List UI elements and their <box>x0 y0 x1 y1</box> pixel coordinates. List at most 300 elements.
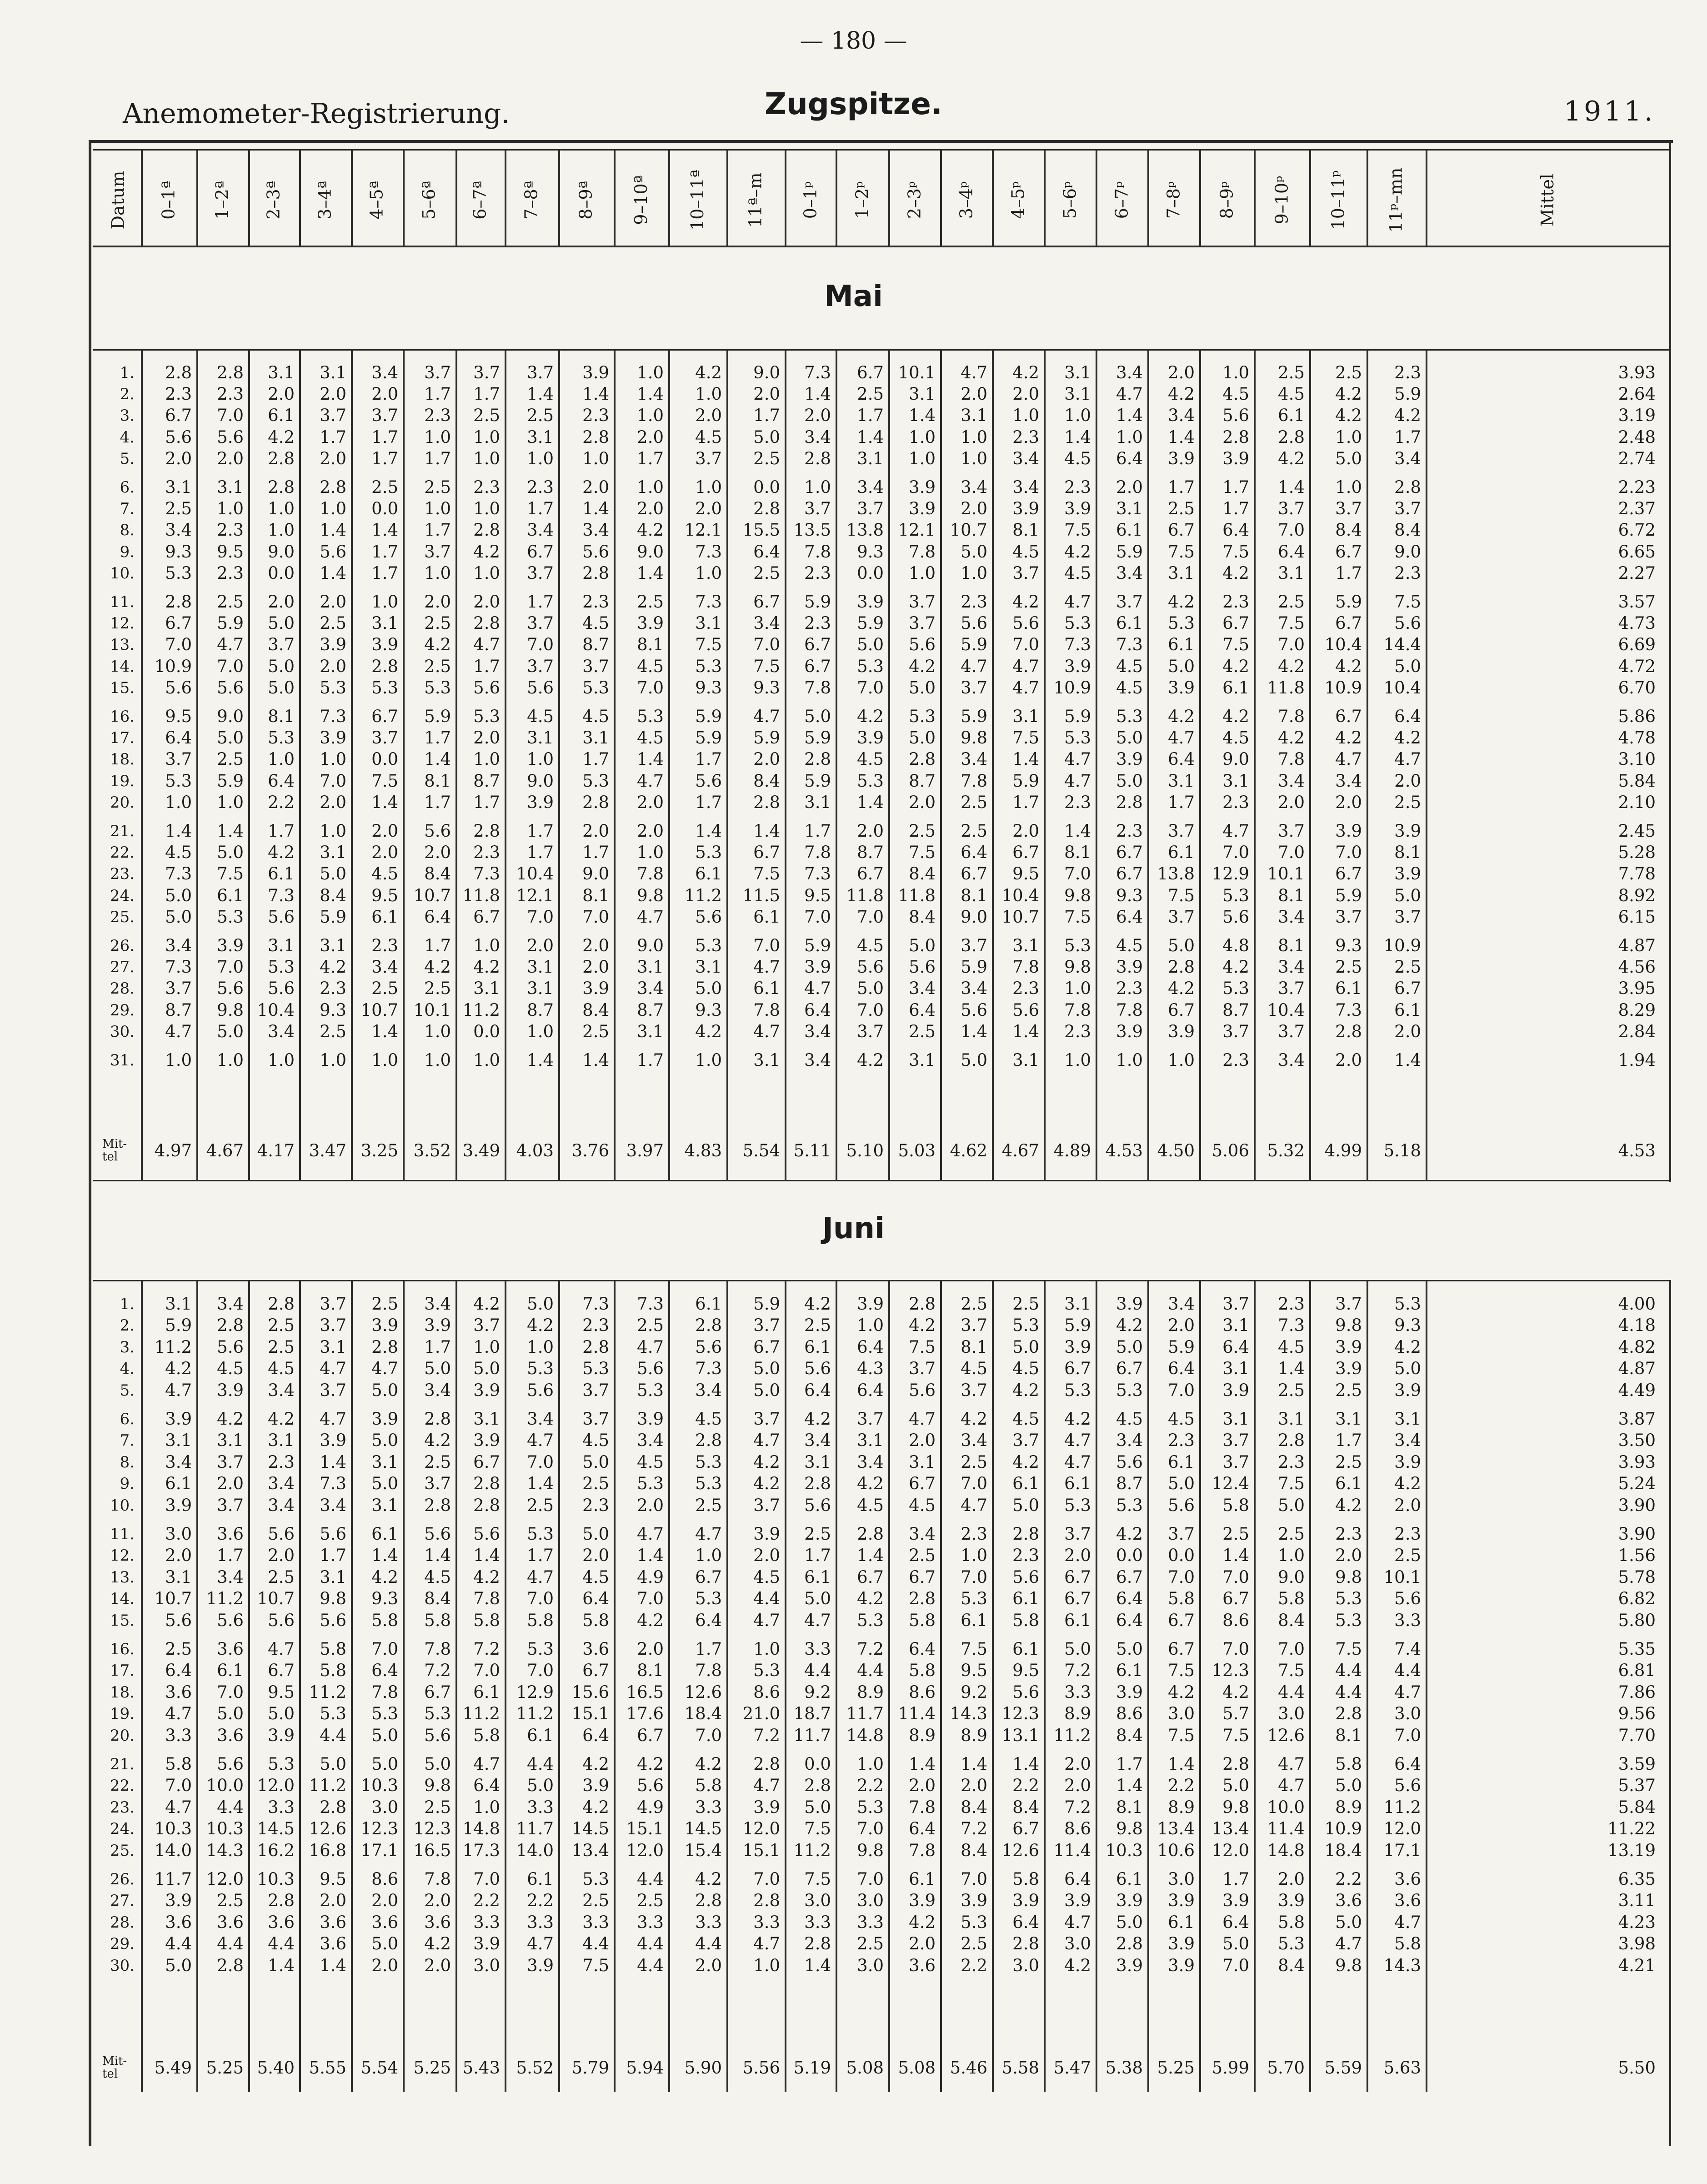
hourly-value-cell: 6.4 <box>1012 1913 1039 1932</box>
hourly-value-cell: 2.3 <box>961 1524 987 1544</box>
hourly-value-cell: 5.3 <box>961 1913 987 1932</box>
hourly-value-cell: 5.0 <box>1394 1359 1421 1378</box>
hourly-value-cell: 9.3 <box>1116 886 1143 905</box>
hourly-value-cell: 6.7 <box>473 1452 500 1472</box>
hourly-value-cell: 12.0 <box>257 1776 295 1795</box>
hourly-value-cell: 14.3 <box>950 1704 987 1723</box>
hourly-value-cell: 5.0 <box>424 1359 451 1378</box>
hourly-value-cell: 10.7 <box>360 1000 398 1020</box>
hourly-value-cell: 7.0 <box>695 1726 722 1745</box>
hourly-value-cell: 2.0 <box>1394 1022 1421 1041</box>
row-rule <box>89 140 1673 143</box>
hourly-value-cell: 4.5 <box>268 1359 295 1378</box>
hourly-value-cell: 10.3 <box>154 1819 192 1838</box>
hourly-value-cell: 10.1 <box>1383 1567 1421 1587</box>
daily-mean-cell: 5.80 <box>1618 1611 1656 1630</box>
overall-mean-cell: 4.53 <box>1618 1141 1656 1160</box>
daily-mean-cell: 13.19 <box>1607 1841 1656 1860</box>
hourly-value-cell: 7.0 <box>1168 1567 1195 1587</box>
hourly-value-cell: 5.0 <box>1012 1337 1039 1357</box>
hourly-value-cell: 5.6 <box>320 1611 346 1630</box>
hourly-value-cell: 5.0 <box>1168 1474 1195 1493</box>
hourly-value-cell: 2.3 <box>1116 979 1143 998</box>
hourly-value-cell: 2.3 <box>217 563 244 583</box>
hourly-value-cell: 3.1 <box>1222 771 1249 791</box>
hourly-value-cell: 2.5 <box>909 1546 936 1565</box>
hourly-value-cell: 14.3 <box>1383 1956 1421 1975</box>
col-header-hour <box>614 155 668 246</box>
hourly-value-cell: 3.1 <box>527 427 554 447</box>
col-header-label: 2–3ᵖ <box>904 181 924 219</box>
hourly-value-cell: 11.2 <box>793 1841 831 1860</box>
hourly-value-cell: 3.1 <box>371 1496 398 1515</box>
hourly-mean-cell: 5.38 <box>1105 2058 1143 2078</box>
hourly-value-cell: 8.4 <box>909 864 936 884</box>
hourly-value-cell: 2.5 <box>217 749 244 769</box>
hourly-value-cell: 1.7 <box>371 542 398 562</box>
hourly-value-cell: 5.0 <box>165 1956 192 1975</box>
hourly-value-cell: 3.3 <box>695 1913 722 1932</box>
hourly-value-cell: 3.9 <box>1394 864 1421 884</box>
hourly-value-cell: 9.3 <box>320 1000 346 1020</box>
hourly-value-cell: 4.7 <box>637 1524 664 1544</box>
hourly-value-cell: 3.7 <box>961 1315 987 1335</box>
hourly-value-cell: 4.5 <box>857 1496 884 1515</box>
hourly-value-cell: 4.2 <box>473 957 500 977</box>
hourly-value-cell: 3.7 <box>857 499 884 518</box>
hourly-value-cell: 9.0 <box>753 363 780 382</box>
hourly-value-cell: 5.0 <box>1116 1639 1143 1659</box>
hourly-value-cell: 9.2 <box>804 1682 831 1702</box>
col-header-hour <box>785 155 836 246</box>
hourly-value-cell: 10.4 <box>1001 886 1039 905</box>
row-date: 2. <box>120 385 135 403</box>
hourly-value-cell: 7.8 <box>1064 1000 1091 1020</box>
hourly-value-cell: 5.3 <box>637 707 664 726</box>
hourly-value-cell: 4.2 <box>1222 707 1249 726</box>
hourly-value-cell: 5.3 <box>1394 1294 1421 1314</box>
hourly-value-cell: 3.4 <box>857 477 884 497</box>
row-date: 20. <box>110 1727 135 1745</box>
row-date: 3. <box>120 1338 135 1356</box>
hourly-value-cell: 2.2 <box>961 1956 987 1975</box>
hourly-value-cell: 1.4 <box>961 1754 987 1774</box>
year-label: 1911. <box>1564 95 1656 127</box>
hourly-value-cell: 6.1 <box>1168 635 1195 654</box>
hourly-value-cell: 2.8 <box>582 793 609 812</box>
hourly-value-cell: 8.7 <box>857 843 884 862</box>
hourly-value-cell: 1.0 <box>582 449 609 468</box>
hourly-value-cell: 7.0 <box>1168 1381 1195 1400</box>
hourly-value-cell: 6.1 <box>371 907 398 927</box>
hourly-value-cell: 3.7 <box>320 1294 346 1314</box>
hourly-value-cell: 1.0 <box>217 1050 244 1070</box>
hourly-value-cell: 9.8 <box>424 1776 451 1795</box>
hourly-value-cell: 3.0 <box>857 1956 884 1975</box>
row-date: 16. <box>110 708 135 726</box>
hourly-value-cell: 8.9 <box>857 1682 884 1702</box>
hourly-value-cell: 12.6 <box>684 1682 722 1702</box>
hourly-mean-cell: 5.25 <box>413 2058 451 2078</box>
col-header-hour <box>196 155 248 246</box>
hourly-value-cell: 2.0 <box>637 1496 664 1515</box>
hourly-value-cell: 3.7 <box>804 499 831 518</box>
hourly-value-cell: 3.7 <box>473 1315 500 1335</box>
hourly-value-cell: 3.6 <box>582 1639 609 1659</box>
hourly-value-cell: 2.0 <box>1116 477 1143 497</box>
hourly-value-cell: 8.4 <box>1012 1797 1039 1817</box>
hourly-value-cell: 1.0 <box>217 793 244 812</box>
hourly-value-cell: 4.2 <box>268 1409 295 1429</box>
hourly-value-cell: 3.7 <box>1394 499 1421 518</box>
daily-mean-cell: 5.78 <box>1618 1567 1656 1587</box>
hourly-value-cell: 3.7 <box>1064 1524 1091 1544</box>
hourly-value-cell: 7.5 <box>804 1869 831 1889</box>
hourly-value-cell: 6.1 <box>1168 1452 1195 1472</box>
hourly-value-cell: 6.4 <box>1168 749 1195 769</box>
hourly-value-cell: 7.5 <box>1168 886 1195 905</box>
hourly-value-cell: 3.9 <box>909 499 936 518</box>
hourly-value-cell: 3.1 <box>909 1050 936 1070</box>
hourly-value-cell: 3.9 <box>1168 1934 1195 1953</box>
hourly-value-cell: 6.4 <box>473 1776 500 1795</box>
row-date: 28. <box>110 979 135 998</box>
hourly-value-cell: 6.7 <box>1335 707 1362 726</box>
hourly-value-cell: 2.3 <box>1168 1431 1195 1450</box>
hourly-value-cell: 1.4 <box>1012 1754 1039 1774</box>
hourly-value-cell: 7.2 <box>1064 1797 1091 1817</box>
hourly-value-cell: 7.0 <box>637 1589 664 1608</box>
hourly-value-cell: 3.4 <box>695 1381 722 1400</box>
hourly-value-cell: 3.9 <box>637 613 664 633</box>
hourly-value-cell: 4.7 <box>804 1611 831 1630</box>
hourly-value-cell: 4.2 <box>804 1294 831 1314</box>
hourly-value-cell: 5.3 <box>1335 1611 1362 1630</box>
hourly-value-cell: 6.7 <box>582 1661 609 1680</box>
hourly-value-cell: 4.2 <box>424 1934 451 1953</box>
hourly-value-cell: 5.9 <box>217 613 244 633</box>
hourly-value-cell: 5.0 <box>217 843 244 862</box>
hourly-value-cell: 1.4 <box>1278 477 1305 497</box>
daily-mean-cell: 4.56 <box>1618 957 1656 977</box>
hourly-value-cell: 5.0 <box>1335 1776 1362 1795</box>
hourly-value-cell: 2.5 <box>582 1474 609 1493</box>
hourly-value-cell: 6.1 <box>217 886 244 905</box>
hourly-value-cell: 4.7 <box>527 1431 554 1450</box>
col-header-hour <box>888 155 940 246</box>
hourly-value-cell: 2.0 <box>961 1776 987 1795</box>
hourly-value-cell: 6.7 <box>1222 613 1249 633</box>
hourly-value-cell: 2.0 <box>637 427 664 447</box>
hourly-value-cell: 5.6 <box>217 427 244 447</box>
hourly-value-cell: 8.4 <box>1116 1726 1143 1745</box>
hourly-value-cell: 5.3 <box>1012 1315 1039 1335</box>
hourly-mean-cell: 5.70 <box>1267 2058 1305 2078</box>
hourly-value-cell: 5.3 <box>1278 1934 1305 1953</box>
hourly-mean-cell: 5.79 <box>571 2058 609 2078</box>
hourly-value-cell: 10.3 <box>1105 1841 1143 1860</box>
hourly-value-cell: 9.3 <box>1335 936 1362 955</box>
hourly-value-cell: 1.4 <box>1222 1546 1249 1565</box>
hourly-value-cell: 7.5 <box>1278 1474 1305 1493</box>
hourly-value-cell: 21.0 <box>742 1704 780 1723</box>
hourly-value-cell: 1.0 <box>320 499 346 518</box>
hourly-value-cell: 4.2 <box>1012 1381 1039 1400</box>
hourly-value-cell: 8.6 <box>1222 1611 1249 1630</box>
hourly-value-cell: 4.7 <box>1222 821 1249 841</box>
hourly-value-cell: 6.7 <box>473 907 500 927</box>
hourly-value-cell: 1.0 <box>268 499 295 518</box>
hourly-value-cell: 8.1 <box>1335 1726 1362 1745</box>
hourly-value-cell: 5.6 <box>424 821 451 841</box>
col-header-label: 3–4ª <box>315 181 335 220</box>
hourly-value-cell: 3.1 <box>527 979 554 998</box>
hourly-value-cell: 12.0 <box>206 1869 244 1889</box>
hourly-value-cell: 6.4 <box>424 907 451 927</box>
hourly-value-cell: 2.0 <box>1394 1496 1421 1515</box>
hourly-value-cell: 2.0 <box>582 821 609 841</box>
hourly-value-cell: 1.7 <box>1394 427 1421 447</box>
hourly-value-cell: 4.4 <box>637 1956 664 1975</box>
hourly-value-cell: 5.0 <box>268 657 295 676</box>
hourly-value-cell: 5.6 <box>217 1754 244 1774</box>
hourly-value-cell: 1.4 <box>909 406 936 425</box>
hourly-value-cell: 6.4 <box>582 1589 609 1608</box>
hourly-value-cell: 2.0 <box>857 821 884 841</box>
hourly-value-cell: 3.4 <box>371 957 398 977</box>
hourly-mean-cell: 3.76 <box>571 1141 609 1160</box>
hourly-value-cell: 5.3 <box>1222 979 1249 998</box>
hourly-value-cell: 6.4 <box>857 1381 884 1400</box>
hourly-value-cell: 6.1 <box>371 1524 398 1544</box>
hourly-value-cell: 3.7 <box>1335 1294 1362 1314</box>
hourly-value-cell: 6.4 <box>804 1381 831 1400</box>
hourly-value-cell: 7.5 <box>217 864 244 884</box>
hourly-value-cell: 1.4 <box>371 1022 398 1041</box>
hourly-value-cell: 3.1 <box>857 449 884 468</box>
hourly-value-cell: 4.5 <box>637 1452 664 1472</box>
hourly-value-cell: 6.7 <box>753 592 780 612</box>
hourly-value-cell: 3.7 <box>1394 907 1421 927</box>
hourly-value-cell: 5.8 <box>909 1611 936 1630</box>
hourly-value-cell: 1.4 <box>527 1050 554 1070</box>
hourly-mean-cell: 5.03 <box>898 1141 936 1160</box>
hourly-value-cell: 9.3 <box>371 1589 398 1608</box>
hourly-value-cell: 6.4 <box>1278 542 1305 562</box>
hourly-value-cell: 9.3 <box>165 542 192 562</box>
hourly-value-cell: 1.4 <box>320 1452 346 1472</box>
hourly-mean-cell: 5.63 <box>1383 2058 1421 2078</box>
hourly-value-cell: 6.7 <box>1335 864 1362 884</box>
hourly-value-cell: 4.7 <box>753 957 780 977</box>
hourly-value-cell: 5.3 <box>268 957 295 977</box>
hourly-value-cell: 2.3 <box>582 592 609 612</box>
hourly-value-cell: 3.4 <box>1335 771 1362 791</box>
hourly-value-cell: 1.7 <box>527 821 554 841</box>
hourly-value-cell: 2.2 <box>527 1891 554 1910</box>
hourly-value-cell: 9.8 <box>857 1841 884 1860</box>
hourly-value-cell: 6.7 <box>637 1726 664 1745</box>
hourly-value-cell: 7.0 <box>1222 1567 1249 1587</box>
hourly-value-cell: 2.0 <box>320 657 346 676</box>
hourly-value-cell: 9.0 <box>527 771 554 791</box>
hourly-value-cell: 10.6 <box>1157 1841 1195 1860</box>
hourly-value-cell: 6.1 <box>1278 406 1305 425</box>
row-date: 26. <box>110 937 135 955</box>
hourly-value-cell: 5.3 <box>527 1524 554 1544</box>
hourly-value-cell: 2.5 <box>753 563 780 583</box>
daily-mean-cell: 5.24 <box>1618 1474 1656 1493</box>
hourly-value-cell: 4.2 <box>1222 657 1249 676</box>
hourly-value-cell: 5.9 <box>961 957 987 977</box>
daily-mean-cell: 6.70 <box>1618 678 1656 698</box>
hourly-value-cell: 1.0 <box>1064 1050 1091 1070</box>
hourly-value-cell: 4.7 <box>371 1359 398 1378</box>
hourly-value-cell: 6.4 <box>1116 1589 1143 1608</box>
hourly-value-cell: 2.8 <box>1116 793 1143 812</box>
hourly-value-cell: 7.0 <box>1278 635 1305 654</box>
col-header-hour <box>726 155 785 246</box>
row-date: 19. <box>110 1705 135 1723</box>
hourly-value-cell: 5.0 <box>961 1050 987 1070</box>
hourly-value-cell: 5.0 <box>804 1797 831 1817</box>
hourly-value-cell: 1.0 <box>268 749 295 769</box>
hourly-value-cell: 3.4 <box>804 427 831 447</box>
col-header-label: Mittel <box>1537 173 1557 227</box>
hourly-value-cell: 3.7 <box>527 563 554 583</box>
hourly-value-cell: 3.4 <box>268 1381 295 1400</box>
hourly-value-cell: 3.1 <box>1394 1409 1421 1429</box>
hourly-value-cell: 1.7 <box>424 520 451 540</box>
daily-mean-cell: 5.84 <box>1618 1797 1656 1817</box>
hourly-value-cell: 11.4 <box>1053 1841 1091 1860</box>
hourly-value-cell: 7.0 <box>371 1639 398 1659</box>
hourly-value-cell: 6.1 <box>1168 1913 1195 1932</box>
hourly-value-cell: 6.7 <box>753 1337 780 1357</box>
hourly-value-cell: 7.0 <box>753 1869 780 1889</box>
hourly-value-cell: 3.3 <box>165 1726 192 1745</box>
hourly-value-cell: 5.6 <box>637 1776 664 1795</box>
hourly-value-cell: 4.7 <box>1064 592 1091 612</box>
hourly-value-cell: 1.0 <box>473 563 500 583</box>
daily-mean-cell: 4.21 <box>1618 1956 1656 1975</box>
hourly-value-cell: 2.8 <box>1116 1934 1143 1953</box>
hourly-value-cell: 3.7 <box>695 449 722 468</box>
hourly-value-cell: 7.0 <box>753 936 780 955</box>
row-date: 26. <box>110 1870 135 1888</box>
hourly-value-cell: 3.7 <box>1278 979 1305 998</box>
hourly-value-cell: 7.5 <box>753 657 780 676</box>
hourly-value-cell: 2.8 <box>753 499 780 518</box>
hourly-value-cell: 7.0 <box>165 1776 192 1795</box>
hourly-value-cell: 5.3 <box>473 707 500 726</box>
hourly-value-cell: 1.0 <box>857 1315 884 1335</box>
hourly-value-cell: 4.4 <box>1335 1661 1362 1680</box>
daily-mean-cell: 5.84 <box>1618 771 1656 791</box>
hourly-value-cell: 3.4 <box>165 1452 192 1472</box>
hourly-value-cell: 2.2 <box>268 793 295 812</box>
hourly-value-cell: 7.5 <box>1222 1726 1249 1745</box>
hourly-value-cell: 3.1 <box>695 957 722 977</box>
hourly-value-cell: 4.7 <box>473 635 500 654</box>
hourly-value-cell: 11.7 <box>793 1726 831 1745</box>
hourly-value-cell: 9.0 <box>1278 1567 1305 1587</box>
hourly-value-cell: 5.3 <box>1335 1589 1362 1608</box>
hourly-value-cell: 3.9 <box>909 477 936 497</box>
hourly-value-cell: 3.4 <box>217 1567 244 1587</box>
hourly-value-cell: 6.1 <box>1064 1611 1091 1630</box>
hourly-value-cell: 2.5 <box>637 592 664 612</box>
hourly-value-cell: 5.6 <box>268 907 295 927</box>
hourly-value-cell: 7.0 <box>165 635 192 654</box>
hourly-value-cell: 1.4 <box>268 1956 295 1975</box>
row-date: 21. <box>110 1755 135 1773</box>
hourly-value-cell: 1.7 <box>371 563 398 583</box>
hourly-mean-cell: 4.53 <box>1105 1141 1143 1160</box>
hourly-value-cell: 16.5 <box>413 1841 451 1860</box>
hourly-value-cell: 4.5 <box>857 936 884 955</box>
hourly-value-cell: 8.1 <box>637 1661 664 1680</box>
hourly-value-cell: 7.8 <box>473 1589 500 1608</box>
hourly-value-cell: 2.5 <box>1278 1524 1305 1544</box>
hourly-value-cell: 5.0 <box>165 886 192 905</box>
hourly-value-cell: 1.7 <box>473 384 500 404</box>
daily-mean-cell: 3.90 <box>1618 1496 1656 1515</box>
hourly-value-cell: 1.0 <box>1278 1546 1305 1565</box>
row-date: 5. <box>120 1381 135 1400</box>
hourly-value-cell: 5.6 <box>695 1337 722 1357</box>
hourly-value-cell: 5.3 <box>1222 886 1249 905</box>
hourly-value-cell: 5.9 <box>424 707 451 726</box>
hourly-value-cell: 5.9 <box>320 907 346 927</box>
hourly-value-cell: 4.7 <box>165 1381 192 1400</box>
hourly-value-cell: 7.8 <box>371 1682 398 1702</box>
row-date: 1. <box>120 1295 135 1313</box>
hourly-value-cell: 5.0 <box>1335 449 1362 468</box>
hourly-value-cell: 3.7 <box>1335 499 1362 518</box>
hourly-value-cell: 9.5 <box>804 886 831 905</box>
hourly-value-cell: 1.4 <box>424 1546 451 1565</box>
hourly-value-cell: 6.7 <box>909 1567 936 1587</box>
hourly-value-cell: 3.4 <box>527 1409 554 1429</box>
hourly-value-cell: 1.7 <box>1222 477 1249 497</box>
hourly-value-cell: 3.9 <box>1335 1337 1362 1357</box>
hourly-value-cell: 4.2 <box>695 1754 722 1774</box>
hourly-value-cell: 2.3 <box>1394 563 1421 583</box>
daily-mean-cell: 4.72 <box>1618 657 1656 676</box>
hourly-value-cell: 6.7 <box>1335 542 1362 562</box>
hourly-value-cell: 3.1 <box>637 957 664 977</box>
hourly-value-cell: 5.0 <box>909 678 936 698</box>
row-date: 18. <box>110 1683 135 1702</box>
hourly-value-cell: 7.5 <box>1335 1639 1362 1659</box>
hourly-value-cell: 1.0 <box>637 406 664 425</box>
hourly-value-cell: 7.5 <box>1168 542 1195 562</box>
hourly-value-cell: 3.4 <box>1394 449 1421 468</box>
hourly-value-cell: 2.8 <box>582 563 609 583</box>
hourly-value-cell: 2.5 <box>424 979 451 998</box>
hourly-value-cell: 8.1 <box>1116 1797 1143 1817</box>
hourly-value-cell: 4.7 <box>961 363 987 382</box>
col-header-hour <box>836 155 888 246</box>
row-date: 10. <box>110 564 135 582</box>
hourly-value-cell: 1.0 <box>909 563 936 583</box>
hourly-value-cell: 3.9 <box>637 1409 664 1429</box>
hourly-value-cell: 6.1 <box>1116 1661 1143 1680</box>
hourly-value-cell: 2.0 <box>268 592 295 612</box>
hourly-value-cell: 7.0 <box>753 635 780 654</box>
hourly-value-cell: 11.8 <box>898 886 936 905</box>
